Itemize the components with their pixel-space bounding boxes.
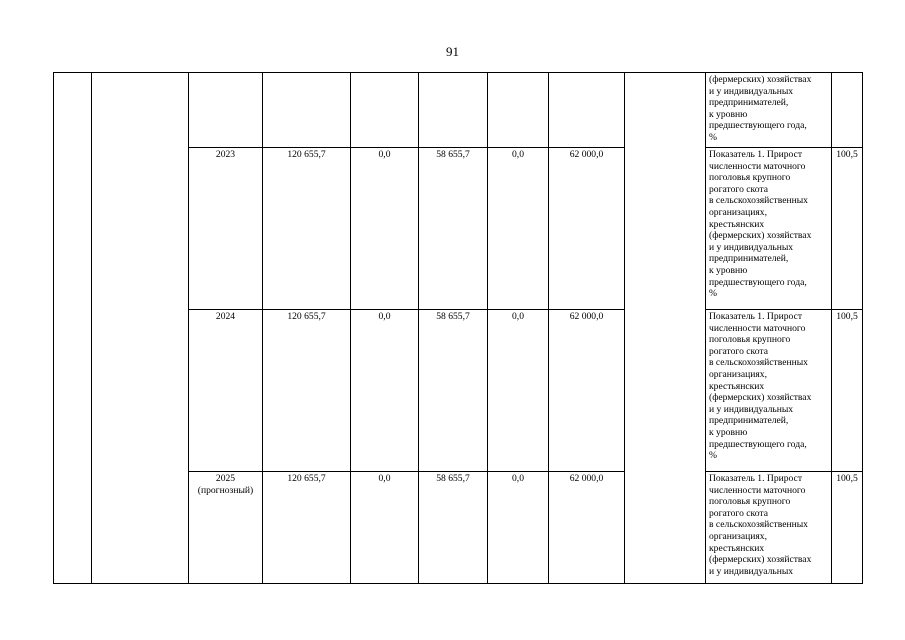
indicator-value-cell: 100,5 [832, 148, 863, 310]
value-cell: 62 000,0 [549, 148, 625, 310]
year-cell [189, 472, 263, 584]
col-name-cell [92, 73, 189, 584]
value-cell [351, 73, 419, 148]
value-cell: 0,0 [351, 310, 419, 472]
page-number: 91 [446, 44, 459, 59]
indicator-cell: (фермерских) хозяйствах и у индивидуальных предпринимателей, к уровню предшествующего года, % [706, 73, 832, 148]
value-cell: 62 000,0 [549, 472, 625, 584]
total-cell: 120 655,7 [263, 310, 351, 472]
total-cell: 120 655,7 [263, 148, 351, 310]
value-cell: 0,0 [488, 148, 549, 310]
col-number-cell [54, 73, 92, 584]
value-cell: 58 655,7 [419, 310, 488, 472]
value-cell: 0,0 [351, 148, 419, 310]
value-cell: 0,0 [488, 310, 549, 472]
value-cell: 0,0 [488, 472, 549, 584]
year-label: 2025 [215, 473, 236, 484]
value-cell: 0,0 [351, 472, 419, 584]
col-empty-cell [625, 73, 706, 584]
indicator-value-cell [832, 73, 863, 148]
year-cell [189, 73, 263, 148]
indicator-cell: Показатель 1. Прирост численности маточного поголовья крупного рогатого скота в сельскохозяйственных организациях, крестьянских (фермерских) хозяйствах и у индивидуальных [706, 472, 832, 584]
value-cell: 58 655,7 [419, 148, 488, 310]
year-cell [189, 310, 263, 472]
year-label: 2023 [215, 149, 236, 160]
value-cell: 62 000,0 [549, 310, 625, 472]
table-row-continuation [54, 73, 863, 148]
year-note: (прогнозный) [197, 484, 254, 496]
indicator-value-cell: 100,5 [832, 472, 863, 584]
value-cell [419, 73, 488, 148]
value-cell [488, 73, 549, 148]
indicator-cell: Показатель 1. Прирост численности маточного поголовья крупного рогатого скота в сельскохозяйственных организациях, крестьянских (фермерских) хозяйствах и у индивидуальных предпринимателей, к уровню предшествующего года, % [706, 310, 832, 472]
budget-indicator-table [53, 72, 863, 584]
value-cell [549, 73, 625, 148]
year-cell [189, 148, 263, 310]
total-cell [263, 73, 351, 148]
year-label: 2024 [215, 311, 236, 322]
indicator-cell: Показатель 1. Прирост численности маточного поголовья крупного рогатого скота в сельскохозяйственных организациях, крестьянских (фермерских) хозяйствах и у индивидуальных предпринимателей, к уровню предшествующего года, % [706, 148, 832, 310]
value-cell: 58 655,7 [419, 472, 488, 584]
indicator-value-cell: 100,5 [832, 310, 863, 472]
total-cell: 120 655,7 [263, 472, 351, 584]
